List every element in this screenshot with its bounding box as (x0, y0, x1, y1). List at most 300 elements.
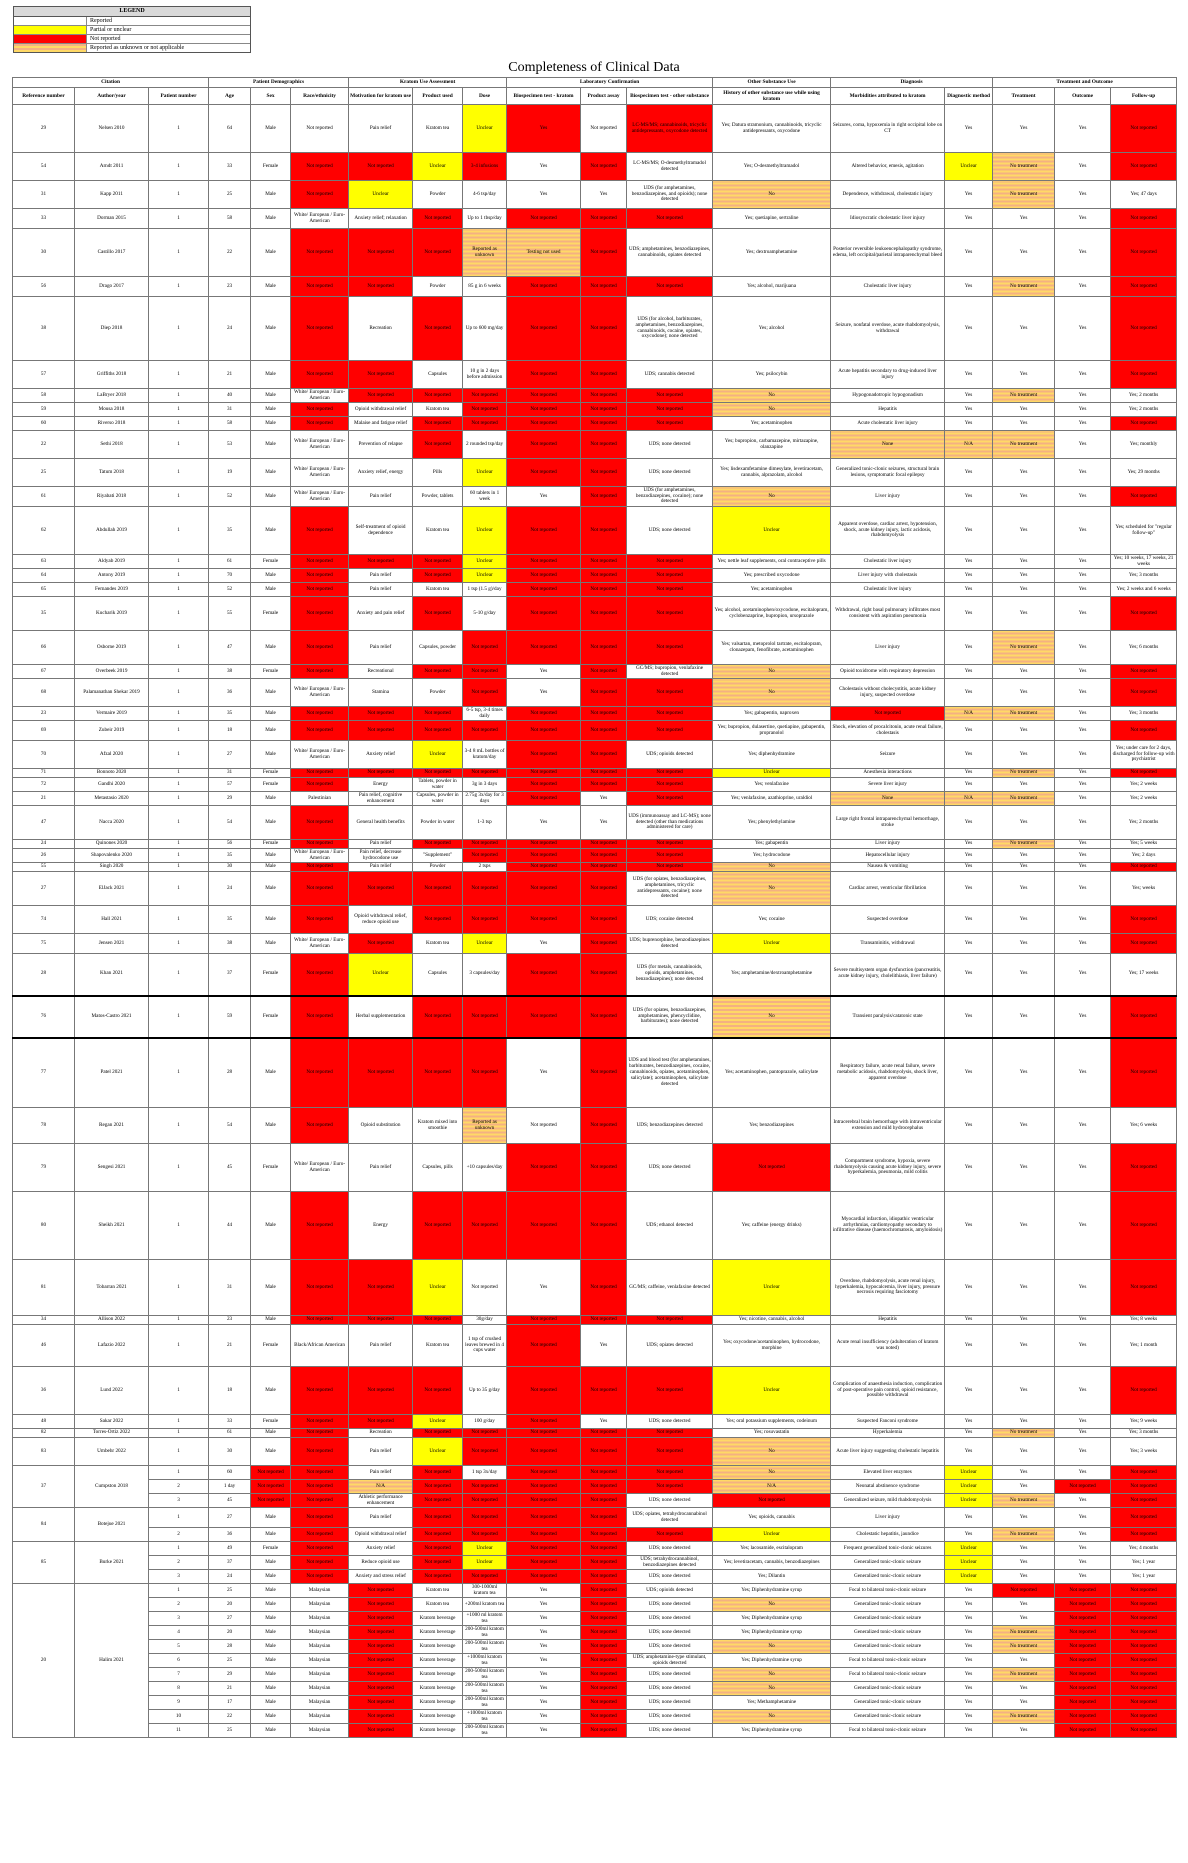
table-cell: 1 (149, 1429, 209, 1438)
table-cell: Not reported (1111, 1494, 1177, 1508)
table-cell: Yes (945, 1038, 993, 1108)
table-cell: Yes; gabapentin, naproxen (713, 707, 831, 721)
table-cell: Kratom beverage (413, 1724, 463, 1738)
table-cell: Self-treatment of opioid dependence (349, 507, 413, 555)
table-cell: Yes; gabapentin (713, 840, 831, 849)
table-cell: Not reported (581, 1654, 627, 1668)
table-cell: 1 (149, 840, 209, 849)
table-cell: Halim 2021 (75, 1584, 149, 1738)
table-cell: Yes (993, 679, 1055, 707)
table-cell: Yes (1055, 417, 1111, 431)
table-cell: Yes (1055, 679, 1111, 707)
table-cell: Yes (945, 1508, 993, 1528)
table-cell: Not reported (581, 1556, 627, 1570)
table-cell: 1 (149, 1325, 209, 1367)
table-cell: Yes; Diphenhydramine syrup (713, 1584, 831, 1598)
table-row (13, 1612, 1177, 1626)
table-cell: Pain relief (349, 1438, 413, 1466)
table-cell: Yes (1055, 153, 1111, 181)
table-cell: 10 (149, 1710, 209, 1724)
table-cell: Yes (993, 507, 1055, 555)
table-row (13, 1696, 1177, 1710)
table-cell: 1 (149, 297, 209, 361)
table-row (13, 153, 1177, 181)
table-cell: Yes (945, 1696, 993, 1710)
table-cell: Vermaire 2019 (75, 707, 149, 721)
table-cell: 31 (13, 181, 75, 209)
table-cell: Not reported (463, 1480, 507, 1494)
table-cell: 1 (149, 459, 209, 487)
table-cell: White/ European / Euro-American (291, 389, 349, 403)
table-cell: Nausea & vomiting (831, 863, 945, 872)
table-row (13, 1480, 1177, 1494)
table-cell: Yes (993, 1038, 1055, 1108)
table-cell: White/ European / Euro-American (291, 459, 349, 487)
table-cell: Yes; weeks (1111, 872, 1177, 906)
table-cell: Yes (945, 1415, 993, 1429)
table-cell: Yes (993, 1480, 1055, 1494)
table-cell: Yes; Dilantin (713, 1570, 831, 1584)
table-cell: Not reported (1111, 1508, 1177, 1528)
table-cell: Yes (507, 105, 581, 153)
table-row (13, 389, 1177, 403)
table-cell: 35 (209, 849, 251, 863)
table-cell: Male (251, 1570, 291, 1584)
table-cell: 25 (209, 1654, 251, 1668)
table-cell: 20 (209, 1598, 251, 1612)
table-cell: GC/MS; bupropion, venlafaxine detected (627, 665, 713, 679)
table-cell: Male (251, 403, 291, 417)
group-other-substance: Other Substance Use (713, 78, 831, 88)
table-cell: No (713, 1682, 831, 1696)
table-cell: Not reported (291, 778, 349, 792)
table-cell: Not reported (507, 1480, 581, 1494)
table-cell: 21 (209, 1682, 251, 1696)
table-cell: Reported as unknown (463, 1108, 507, 1144)
table-cell: Not reported (507, 863, 581, 872)
table-cell: Yes (581, 1415, 627, 1429)
table-cell: Generalized tonic-clonic seizure (831, 1612, 945, 1626)
table-cell: Powder in water (413, 806, 463, 840)
table-row (13, 1626, 1177, 1640)
table-cell: Not reported (1111, 1668, 1177, 1682)
table-cell: Yes (993, 1367, 1055, 1415)
table-cell: Not reported (581, 1192, 627, 1260)
table-cell: Kratom tea (413, 1598, 463, 1612)
table-cell: 1 (149, 849, 209, 863)
table-cell: Not reported (291, 1415, 349, 1429)
table-cell: Yes (1055, 1144, 1111, 1192)
table-cell: Suspected overdose (831, 906, 945, 934)
table-cell: 6 (149, 1654, 209, 1668)
table-row (13, 707, 1177, 721)
table-cell: UDS; none detected (627, 1626, 713, 1640)
table-cell: Male (251, 1260, 291, 1316)
table-cell: Yes; 17 weeks (1111, 954, 1177, 996)
table-cell: Yes; O-desmethyltramadol (713, 153, 831, 181)
table-cell: 53 (209, 431, 251, 459)
table-cell: Complication of anaesthesia induction, complication of post-operative pain control, opioid resistance, possible withdrawal (831, 1367, 945, 1415)
table-cell: Not reported (581, 209, 627, 229)
table-cell: 26 (13, 849, 75, 863)
table-row (13, 1108, 1177, 1144)
table-cell: Not reported (1055, 1654, 1111, 1668)
table-cell: Male (251, 431, 291, 459)
table-cell: +1000ml kratom tea (463, 1654, 507, 1668)
table-cell: Not reported (581, 1108, 627, 1144)
table-cell: Palamanathan Shekar 2019 (75, 679, 149, 707)
table-cell: Yes (993, 1466, 1055, 1480)
table-cell: Powder, tablets (413, 487, 463, 507)
table-cell: Unclear (713, 1367, 831, 1415)
table-cell: White/ European / Euro-American (291, 934, 349, 954)
table-cell: Not reported (349, 361, 413, 389)
table-cell: Male (251, 1654, 291, 1668)
table-row (13, 1508, 1177, 1528)
table-row (13, 1466, 1177, 1480)
table-cell: Acute liver injury suggesting cholestatic hepatitis (831, 1438, 945, 1466)
table-cell: Not reported (507, 741, 581, 769)
table-cell: Male (251, 297, 291, 361)
table-cell: 54 (13, 153, 75, 181)
table-cell: Not reported (581, 840, 627, 849)
table-cell: Yes; Datura stramonium, cannabinoids, tricyclic antidepressants, oxycodone (713, 105, 831, 153)
table-cell: Yes (1055, 229, 1111, 277)
table-cell: Yes; oxycodone/acetaminophen, hydrocodone, morphine (713, 1325, 831, 1367)
legend-item-unknown: Reported as unknown or not applicable (14, 44, 250, 52)
table-cell: Yes (507, 1038, 581, 1108)
table-cell: 29 (13, 105, 75, 153)
table-cell: Elevated liver enzymes (831, 1466, 945, 1480)
table-cell: Not reported (413, 1192, 463, 1260)
table-cell: Not reported (507, 1570, 581, 1584)
table-cell: Not reported (627, 778, 713, 792)
table-cell: Unclear (413, 153, 463, 181)
table-cell: Yes (1055, 1508, 1111, 1528)
table-cell: Yes (507, 1626, 581, 1640)
table-cell: Yes (1055, 297, 1111, 361)
table-cell: Aldyab 2019 (75, 555, 149, 569)
table-cell: 1 (149, 487, 209, 507)
table-cell: Antony 2019 (75, 569, 149, 583)
table-cell: Yes; 8 weeks (1111, 1316, 1177, 1325)
table-cell: Male (251, 1508, 291, 1528)
table-cell: Not reported (581, 1598, 627, 1612)
table-cell: Not reported (1055, 1668, 1111, 1682)
table-cell: Kratom tea (413, 583, 463, 597)
table-cell: Yes; nettle leaf supplements, oral contraceptive pills (713, 555, 831, 569)
table-cell: Pills (413, 459, 463, 487)
legend-title: LEGEND (14, 7, 250, 17)
table-cell: Not reported (291, 721, 349, 741)
table-cell: Not reported (581, 849, 627, 863)
table-cell: Yes (507, 1668, 581, 1682)
table-cell: Yes (945, 487, 993, 507)
table-cell: Liver injury (831, 840, 945, 849)
table-cell: Yes (993, 721, 1055, 741)
table-cell: Yes (945, 181, 993, 209)
table-cell: 1 (149, 1438, 209, 1466)
table-cell: Yes; alcohol (713, 297, 831, 361)
table-cell: Female (251, 954, 291, 996)
table-cell: Not reported (581, 1528, 627, 1542)
table-cell: Yes (1055, 1570, 1111, 1584)
table-cell: Unclear (713, 1260, 831, 1316)
table-cell: 18 (209, 1367, 251, 1415)
table-cell: Yes (993, 806, 1055, 840)
table-cell: Yes (945, 1668, 993, 1682)
table-cell: 5-10 g/day (463, 597, 507, 631)
column-header: Outcome (1055, 88, 1111, 105)
table-cell: Not reported (1111, 1367, 1177, 1415)
table-row (13, 1192, 1177, 1260)
table-cell: Yes (945, 297, 993, 361)
table-cell: Not reported (581, 906, 627, 934)
table-cell: Yes; venlafaxine (713, 778, 831, 792)
table-cell: Not reported (1055, 1598, 1111, 1612)
table-cell: Yes; scheduled for "regular follow-up" (1111, 507, 1177, 555)
table-cell: UDS; none detected (627, 1494, 713, 1508)
table-cell: Cardiac arrest, ventricular fibrillation (831, 872, 945, 906)
table-cell: Not reported (291, 507, 349, 555)
table-cell: Not reported (507, 1325, 581, 1367)
table-cell: Yes; bupropion, dulasertine, quetiapine, gabapentin, propranolol (713, 721, 831, 741)
table-cell: White/ European / Euro-American (291, 209, 349, 229)
table-cell: Unclear (463, 459, 507, 487)
table-cell: Not reported (581, 569, 627, 583)
table-cell: Focal to bilateral tonic-clonic seizure (831, 1584, 945, 1598)
legend-item-partial: Partial or unclear (14, 26, 250, 35)
table-cell: Myocardial infarction, idiopathic ventricular arrhythmias, cardiomyopathy secondary to infiltrative disease (haemochromatosis, amyloidosis) (831, 1192, 945, 1260)
table-cell: Yes; prescribed oxycodone (713, 569, 831, 583)
table-cell: No (713, 1710, 831, 1724)
table-cell: Not reported (627, 1316, 713, 1325)
table-cell: Not reported (291, 665, 349, 679)
table-cell: Yes (1055, 1415, 1111, 1429)
table-cell: Not reported (581, 1316, 627, 1325)
column-header: Follow-up (1111, 88, 1177, 105)
table-cell: Yes (1055, 954, 1111, 996)
table-cell: Riverso 2018 (75, 417, 149, 431)
table-cell: 27 (209, 741, 251, 769)
table-cell: Yes (1055, 1325, 1111, 1367)
table-cell: UDS; none detected (627, 1724, 713, 1738)
table-cell: Not reported (1111, 1038, 1177, 1108)
table-cell: Kapp 2011 (75, 181, 149, 209)
table-cell: Generalized tonic-clonic seizure (831, 1640, 945, 1654)
table-cell: Not reported (1111, 277, 1177, 297)
table-cell: Yes; 1 year (1111, 1556, 1177, 1570)
table-cell: Yes (507, 1260, 581, 1316)
table-cell: 4 (149, 1626, 209, 1640)
table-cell: Not reported (581, 741, 627, 769)
table-cell: 68 (13, 679, 75, 707)
table-cell: General health benefits (349, 806, 413, 840)
table-cell: 1 (149, 1108, 209, 1144)
table-cell: Powder (413, 181, 463, 209)
table-cell: Opioid toxidrome with respiratory depression (831, 665, 945, 679)
table-cell: 28 (13, 954, 75, 996)
table-cell: Yes; 2 months (1111, 806, 1177, 840)
table-cell: Yes (945, 417, 993, 431)
table-cell: Yes; nicotine, cannabis, alcohol (713, 1316, 831, 1325)
table-cell: No (713, 1668, 831, 1682)
table-cell: Not reported (507, 1429, 581, 1438)
table-cell: 37 (13, 1466, 75, 1508)
table-cell: Not reported (1055, 1640, 1111, 1654)
table-cell: Yes; alcohol, acetaminophen/oxycodone, escitalopram, cyclobenzaprine, bupropion, ursoprazole (713, 597, 831, 631)
table-cell: Not reported (463, 906, 507, 934)
table-cell: Not reported (581, 1466, 627, 1480)
table-cell: Yes (993, 583, 1055, 597)
table-cell: Yes; hydrocodone (713, 849, 831, 863)
table-cell: No (713, 665, 831, 679)
table-cell: 70 (13, 741, 75, 769)
table-cell: Pain relief (349, 105, 413, 153)
table-cell: 1 (149, 583, 209, 597)
table-cell: Not reported (581, 721, 627, 741)
table-row (13, 181, 1177, 209)
table-cell: White/ European / Euro-American (291, 487, 349, 507)
table-cell: Not reported (349, 1612, 413, 1626)
table-cell: Unclear (463, 934, 507, 954)
table-cell: Powder (413, 277, 463, 297)
table-cell: Female (251, 555, 291, 569)
table-cell: Nacca 2020 (75, 806, 149, 840)
table-row (13, 1710, 1177, 1724)
table-cell: Opioid substitution (349, 1108, 413, 1144)
table-cell: Griffiths 2018 (75, 361, 149, 389)
table-cell: 48 (13, 1415, 75, 1429)
group-citation: Citation (13, 78, 209, 88)
table-cell: Anxiety relief, energy (349, 459, 413, 487)
table-cell: Not reported (291, 1528, 349, 1542)
table-cell: 82 (13, 1429, 75, 1438)
table-cell: 75 (13, 934, 75, 954)
table-cell: Female (251, 1415, 291, 1429)
table-cell: Yes (993, 665, 1055, 679)
table-cell: Not reported (413, 555, 463, 569)
table-cell: Not reported (507, 417, 581, 431)
table-cell: Not reported (581, 105, 627, 153)
table-cell: Not reported (507, 1192, 581, 1260)
table-cell: Tobarran 2021 (75, 1260, 149, 1316)
table-cell: Not reported (413, 209, 463, 229)
table-cell: Not reported (349, 1640, 413, 1654)
table-cell: Yes (945, 840, 993, 849)
table-cell: Not reported (507, 778, 581, 792)
table-cell: Yes (993, 1696, 1055, 1710)
table-cell: Not reported (581, 769, 627, 778)
table-cell: Not reported (1111, 1466, 1177, 1480)
table-cell: Yes (945, 1108, 993, 1144)
table-cell: Not reported (627, 840, 713, 849)
table-cell: Yes (1055, 1108, 1111, 1144)
table-cell: Not reported (349, 1598, 413, 1612)
table-cell: Not reported (349, 1724, 413, 1738)
table-cell: Yes (945, 1598, 993, 1612)
table-cell: 23 (13, 707, 75, 721)
table-cell: Yes; 5 weeks (1111, 840, 1177, 849)
table-cell: Not reported (291, 1260, 349, 1316)
table-cell: 1 (149, 105, 209, 153)
table-cell: Yes; diphenhydramine (713, 741, 831, 769)
table-cell: Not reported (413, 840, 463, 849)
table-cell: Generalized seizure, mild rhabdomyolysis (831, 1494, 945, 1508)
table-cell: Opioid withdrawal relief (349, 403, 413, 417)
table-cell: Yes (993, 487, 1055, 507)
table-cell: Not reported (349, 769, 413, 778)
table-cell: Male (251, 1598, 291, 1612)
table-cell: 34 (13, 1316, 75, 1325)
table-cell: Yes (993, 1542, 1055, 1556)
table-body (13, 105, 1177, 1738)
table-cell: Not reported (507, 707, 581, 721)
table-cell: Male (251, 229, 291, 277)
table-cell: 60 (13, 417, 75, 431)
table-cell: 40 (209, 389, 251, 403)
table-cell: 20 (13, 1584, 75, 1738)
table-cell: 85 (13, 1542, 75, 1584)
table-cell: Not reported (349, 229, 413, 277)
table-cell: 1-3 tsp (463, 806, 507, 840)
table-cell: Matos-Castro 2021 (75, 996, 149, 1038)
table-cell: 74 (13, 906, 75, 934)
table-cell: Not reported (713, 1144, 831, 1192)
table-cell: Kratom tea (413, 934, 463, 954)
table-cell: Generalized tonic-clonic seizure (831, 1556, 945, 1570)
table-cell: Not reported (291, 1316, 349, 1325)
table-cell: 1 (149, 431, 209, 459)
table-row (13, 1316, 1177, 1325)
table-cell: Not reported (581, 1260, 627, 1316)
table-cell: LaBryer 2018 (75, 389, 149, 403)
table-cell: Not reported (507, 1316, 581, 1325)
table-cell: Unclear (463, 507, 507, 555)
table-cell: 63 (13, 555, 75, 569)
table-cell: 20 (209, 1626, 251, 1640)
table-cell: Not reported (1111, 105, 1177, 153)
table-cell: Yes (993, 996, 1055, 1038)
table-cell: Not reported (1055, 1724, 1111, 1738)
table-cell: UDS (for metals, cannabinoids, opioids, amphetamines, benzodiazepines); none detected (627, 954, 713, 996)
table-cell: Not reported (291, 417, 349, 431)
table-cell: Yes (507, 1612, 581, 1626)
table-cell: Not reported (507, 1494, 581, 1508)
table-cell: Yes (993, 1598, 1055, 1612)
table-cell: 7 (149, 1668, 209, 1682)
table-cell: 47 (13, 806, 75, 840)
table-cell: Male (251, 1556, 291, 1570)
table-cell: 36 (209, 679, 251, 707)
table-cell: Yes; caffeine (energy drinks) (713, 1192, 831, 1260)
table-cell: Not reported (349, 1654, 413, 1668)
table-cell: Not reported (1111, 1598, 1177, 1612)
table-cell: Umbehr 2022 (75, 1438, 149, 1466)
table-cell: 1 tsp of crushed leaves brewed in 4 cups water (463, 1325, 507, 1367)
table-cell: Kratom beverage (413, 1654, 463, 1668)
table-cell: Not reported (1111, 906, 1177, 934)
table-cell: Fernandes 2019 (75, 583, 149, 597)
table-cell: Not reported (581, 1696, 627, 1710)
table-cell: Not reported (1055, 1696, 1111, 1710)
table-cell: Female (251, 996, 291, 1038)
table-row (13, 1682, 1177, 1696)
table-cell: Yes (1055, 431, 1111, 459)
table-cell: 24 (209, 872, 251, 906)
table-cell: Yes (993, 569, 1055, 583)
table-cell: Yes (1055, 769, 1111, 778)
